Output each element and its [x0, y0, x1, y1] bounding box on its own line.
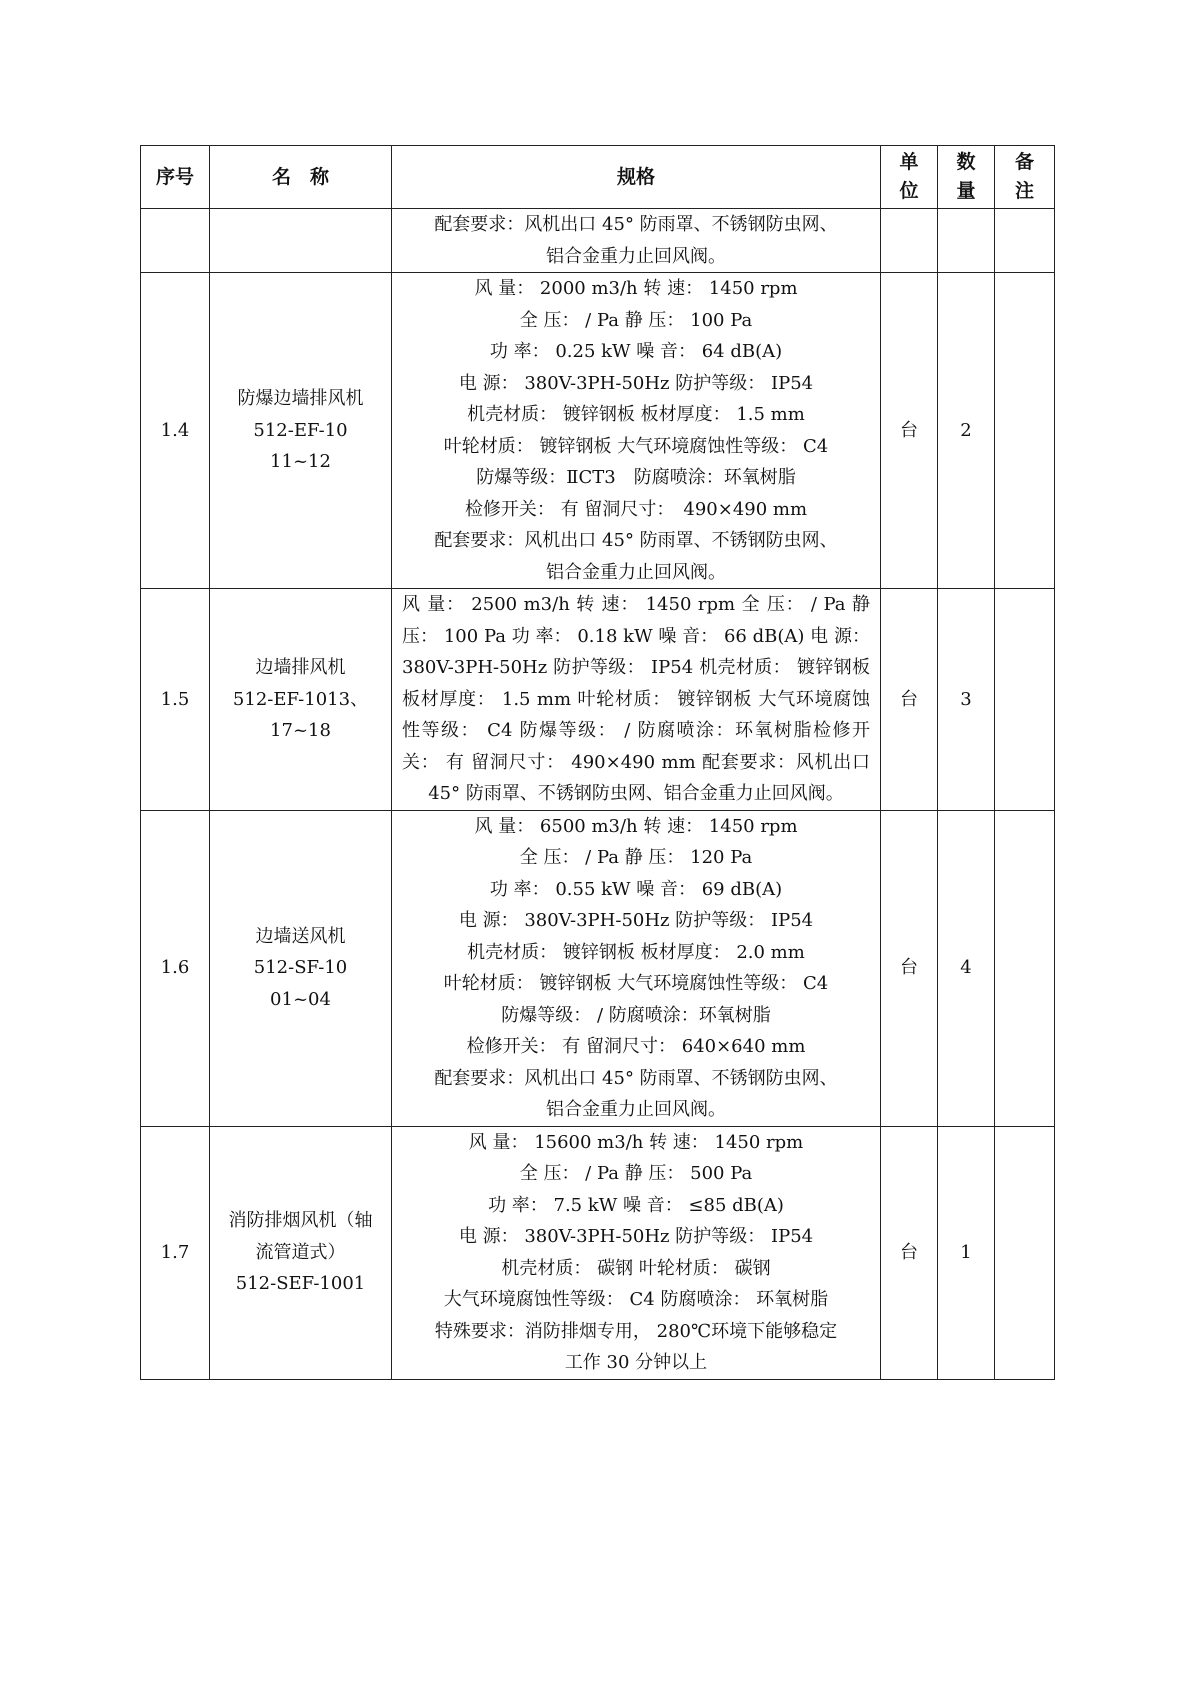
- spec-line: 功 率： 0.25 kW 噪 音： 64 dB(A): [489, 341, 783, 362]
- cell-no: [141, 209, 210, 273]
- name-line: 边墙送风机: [255, 925, 346, 947]
- spec-line: 电 源： 380V-3PH-50Hz 防护等级： IP54: [458, 1226, 814, 1247]
- spec-line: 叶轮材质： 镀锌钢板 大气环境腐蚀性等级： C4: [443, 973, 829, 994]
- spec-line: 铝合金重力止回风阀。: [546, 245, 726, 267]
- cell-unit: 台: [881, 1126, 938, 1379]
- header-qty: [938, 146, 995, 209]
- cell-name: [210, 1126, 392, 1379]
- cell-spec: 风 量： 2500 m3/h 转 速： 1450 rpm 全 压： / Pa 静 压： 100 Pa 功 率： 0.18 kW 噪 音： 66 dB(A) 电 源： 380V-3PH-50Hz 防护等级： IP54 机壳材质： 镀锌钢板 板材厚度： 1.5 mm 叶轮材质： 镀锌钢板 大气环境腐蚀性等级： C4 防爆等级： / 防腐喷涂：环氧树脂检修开关： 有 留洞尺寸： 490×490 mm 配套要求：风机出口 45° 防雨罩、不锈钢防虫网、铝合金重力止回风阀。: [392, 589, 881, 811]
- cell-spec: [392, 209, 881, 273]
- header-unit: [881, 146, 938, 209]
- table-row: [141, 209, 1055, 273]
- cell-no: 1.6: [141, 810, 210, 1126]
- spec-line: 功 率： 0.55 kW 噪 音： 69 dB(A): [489, 878, 783, 900]
- cell-remark: [995, 273, 1055, 589]
- spec-line: 风 量： 6500 m3/h 转 速： 1450 rpm: [474, 815, 798, 837]
- cell-name: [210, 589, 392, 811]
- cell-unit: 台: [881, 810, 938, 1126]
- header-name: 名 称: [210, 146, 392, 209]
- cell-no: 1.5: [141, 589, 210, 811]
- header-no: 序号: [141, 146, 210, 209]
- spec-line: 铝合金重力止回风阀。: [546, 1099, 726, 1120]
- spec-line: 风 量： 15600 m3/h 转 速： 1450 rpm: [468, 1131, 804, 1153]
- spec-line: 检修开关： 有 留洞尺寸： 640×640 mm: [466, 1036, 806, 1057]
- name-line: 512-EF-10: [253, 419, 348, 441]
- name-line: 防爆边墙排风机: [237, 388, 364, 410]
- name-line: 512-SEF-1001: [235, 1273, 366, 1295]
- header-unit-2: 位: [899, 180, 919, 202]
- spec-line: 配套要求：风机出口 45° 防雨罩、不锈钢防虫网、: [434, 214, 838, 235]
- cell-name: [210, 273, 392, 589]
- name-line: 流管道式）: [255, 1241, 346, 1263]
- header-unit-1: 单: [899, 151, 919, 173]
- spec-line: 机壳材质： 碳钢 叶轮材质： 碳钢: [501, 1257, 771, 1279]
- cell-qty: 4: [938, 810, 995, 1126]
- table-row: [141, 273, 1055, 589]
- spec-line: 功 率： 7.5 kW 噪 音： ≤85 dB(A): [488, 1194, 784, 1216]
- header-row: [141, 146, 1055, 209]
- spec-line: 电 源： 380V-3PH-50Hz 防护等级： IP54: [458, 372, 814, 394]
- header-qty-1: 数: [956, 151, 976, 173]
- cell-spec: [392, 810, 881, 1126]
- header-remark-1: 备: [1014, 151, 1034, 173]
- spec-line: 机壳材质： 镀锌钢板 板材厚度： 2.0 mm: [467, 941, 805, 963]
- spec-line: 大气环境腐蚀性等级： C4 防腐喷涂： 环氧树脂: [443, 1289, 829, 1310]
- cell-name: [210, 209, 392, 273]
- spec-line: 全 压： / Pa 静 压： 500 Pa: [519, 1163, 753, 1184]
- cell-unit: [881, 209, 938, 273]
- spec-line: 机壳材质： 镀锌钢板 板材厚度： 1.5 mm: [467, 404, 805, 425]
- table-row: [141, 1126, 1055, 1379]
- table-row: [141, 589, 1055, 811]
- header-spec: 规格: [392, 146, 881, 209]
- spec-line: 配套要求：风机出口 45° 防雨罩、不锈钢防虫网、: [434, 1067, 838, 1089]
- spec-line: 电 源： 380V-3PH-50Hz 防护等级： IP54: [458, 910, 814, 931]
- cell-remark: [995, 810, 1055, 1126]
- spec-line: 配套要求：风机出口 45° 防雨罩、不锈钢防虫网、: [434, 530, 838, 551]
- name-line: 17~18: [270, 720, 331, 741]
- spec-line: 铝合金重力止回风阀。: [546, 561, 726, 583]
- cell-spec: [392, 1126, 881, 1379]
- spec-line: 全 压： / Pa 静 压： 100 Pa: [519, 309, 753, 331]
- cell-spec: [392, 273, 881, 589]
- name-line: 512-SF-10: [253, 957, 348, 979]
- equipment-spec-table: [140, 145, 1055, 1380]
- spec-line: 特殊要求：消防排烟专用， 280℃环境下能够稳定: [434, 1320, 838, 1342]
- cell-qty: 2: [938, 273, 995, 589]
- spec-line: 防爆等级：ⅡCT3 防腐喷涂：环氧树脂: [476, 467, 796, 488]
- spec-line: 风 量： 2000 m3/h 转 速： 1450 rpm: [474, 278, 798, 299]
- header-remark: [995, 146, 1055, 209]
- spec-line: 检修开关： 有 留洞尺寸： 490×490 mm: [464, 498, 808, 520]
- spec-line: 工作 30 分钟以上: [564, 1352, 708, 1373]
- cell-qty: [938, 209, 995, 273]
- cell-unit: 台: [881, 273, 938, 589]
- cell-remark: [995, 1126, 1055, 1379]
- table-row: [141, 810, 1055, 1126]
- cell-no: 1.4: [141, 273, 210, 589]
- cell-qty: 1: [938, 1126, 995, 1379]
- name-line: 512-EF-1013、: [232, 688, 369, 710]
- header-qty-2: 量: [956, 180, 976, 202]
- name-line: 11~12: [270, 451, 331, 473]
- name-line: 消防排烟风机（轴: [228, 1210, 373, 1232]
- cell-no: 1.7: [141, 1126, 210, 1379]
- name-line: 边墙排风机: [255, 657, 346, 678]
- spec-line: 叶轮材质： 镀锌钢板 大气环境腐蚀性等级： C4: [443, 435, 829, 457]
- cell-unit: 台: [881, 589, 938, 811]
- cell-remark: [995, 209, 1055, 273]
- spec-line: 全 压： / Pa 静 压： 120 Pa: [519, 847, 753, 868]
- cell-name: [210, 810, 392, 1126]
- spec-line: 防爆等级： / 防腐喷涂：环氧树脂: [501, 1004, 771, 1026]
- header-remark-2: 注: [1014, 180, 1034, 202]
- cell-qty: 3: [938, 589, 995, 811]
- cell-remark: [995, 589, 1055, 811]
- name-line: 01~04: [270, 988, 331, 1010]
